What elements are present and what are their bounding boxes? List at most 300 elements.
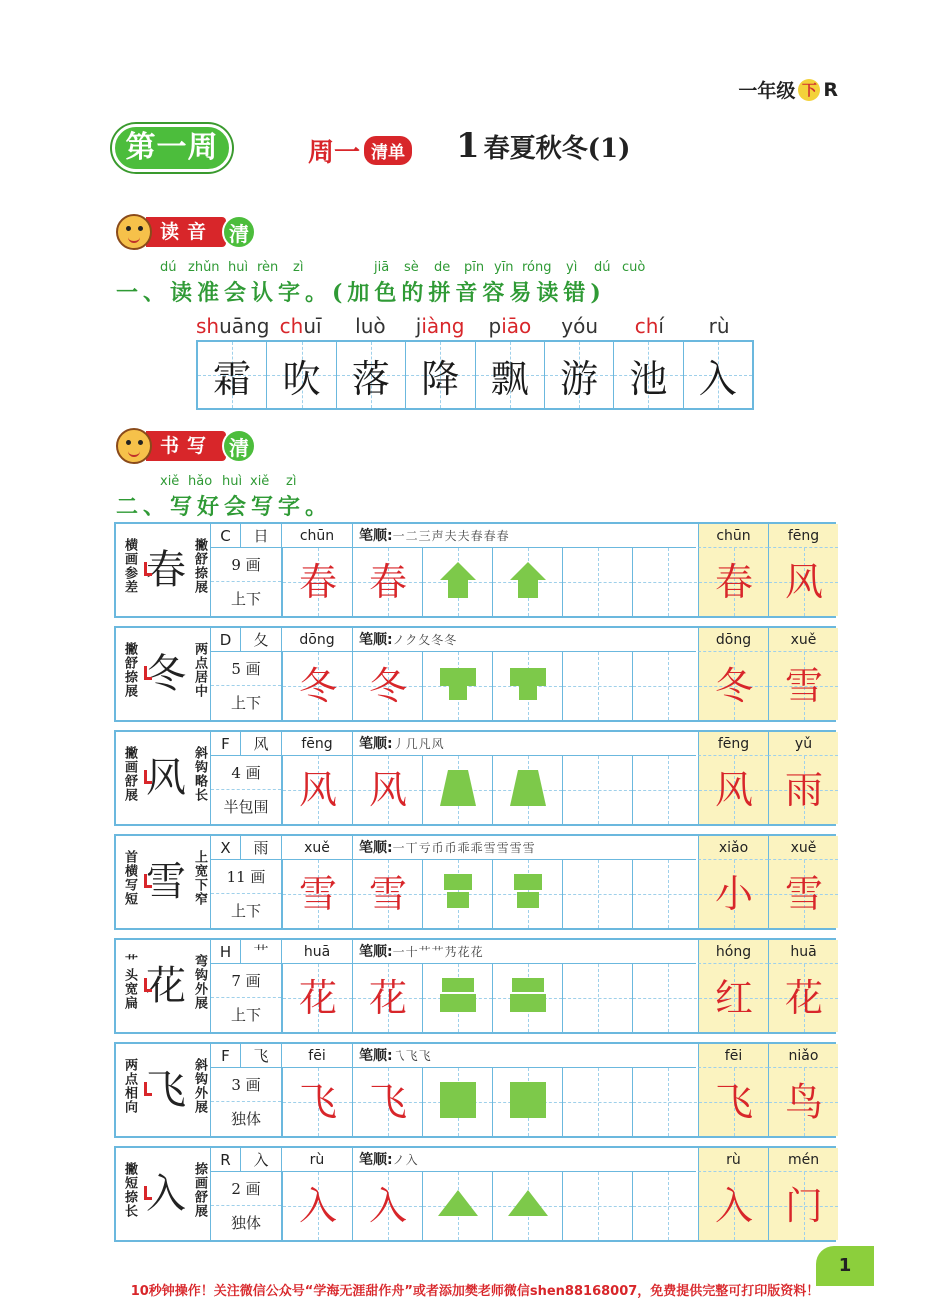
- radical: 雨: [253, 839, 269, 857]
- pinyin-syllable: rèn: [257, 260, 279, 275]
- index-letter: H: [211, 940, 241, 963]
- model-char-text: 入: [146, 1171, 186, 1217]
- writing-tip-right: 两点居中: [192, 642, 207, 698]
- structure-tee-icon: [506, 664, 550, 708]
- writing-tip-right: 弯钩外展: [192, 954, 207, 1010]
- char-info: [210, 836, 282, 928]
- word-char: 冬: [714, 664, 753, 708]
- structure: 独体: [230, 1214, 261, 1232]
- structure-cell: [422, 756, 492, 824]
- write-row-fēi: [114, 1042, 836, 1138]
- writing-tip-left: 两点相向: [122, 1058, 137, 1114]
- word-char-cell: [698, 756, 768, 824]
- model-char-text: 飞: [146, 1067, 186, 1113]
- practice-cell[interactable]: [562, 652, 632, 720]
- question-two-pinyin: [0, 474, 950, 490]
- pinyin-part: luò: [355, 314, 386, 338]
- index-letter: F: [211, 732, 241, 755]
- word-char-cell: [698, 860, 768, 928]
- trace-char: 花: [368, 976, 407, 1020]
- pinyin-part: iàng: [421, 314, 465, 338]
- pinyin-part: ch: [634, 314, 659, 338]
- trace-char: 春: [368, 560, 407, 604]
- read-pinyin: [475, 314, 545, 338]
- word-char-cell: [698, 1172, 768, 1240]
- word-pinyin: dōng: [698, 628, 768, 652]
- structure-trap-icon: [506, 768, 550, 812]
- structure: 上下: [230, 1006, 261, 1024]
- radical: 风: [253, 735, 269, 753]
- word-char-cell: [768, 548, 838, 616]
- stroke-count: 9 画: [211, 548, 281, 582]
- stroke-count: 3 画: [211, 1068, 281, 1102]
- index-info: [211, 628, 281, 652]
- index-letter: X: [211, 836, 241, 859]
- pinyin-syllable: yì: [566, 260, 578, 275]
- index-info: [211, 524, 281, 548]
- read-pinyin: [336, 314, 406, 338]
- read-char-cell: [476, 342, 545, 408]
- trace-cell: [282, 1068, 352, 1136]
- lesson-number: 1: [456, 126, 480, 166]
- structure-cell: [422, 964, 492, 1032]
- practice-cell[interactable]: [562, 548, 632, 616]
- structure-triangle-icon: [506, 1184, 550, 1228]
- pinyin-syllable: sè: [404, 260, 419, 275]
- practice-cell[interactable]: [562, 964, 632, 1032]
- pinyin-syllable: dú: [160, 260, 177, 275]
- read-char-cell: [198, 342, 267, 408]
- char-info: [210, 1148, 282, 1240]
- stroke-order-label: 笔顺:: [359, 1048, 393, 1064]
- radical: 夂: [253, 631, 269, 649]
- read-pinyin: [684, 314, 754, 338]
- question-one: 一、读准会认字。(加色的拼音容易读错): [116, 280, 606, 306]
- structure-cell: [492, 652, 562, 720]
- word-char-cell: [768, 1068, 838, 1136]
- trace-char: 飞: [368, 1080, 407, 1124]
- trace-cell: [282, 756, 352, 824]
- pinyin-part: rù: [708, 314, 730, 338]
- word-char: 小: [714, 872, 753, 916]
- structure-stack-icon: [436, 872, 480, 916]
- pinyin-syllable: zì: [293, 260, 304, 275]
- pinyin-syllable: xiě: [160, 474, 180, 489]
- trace-char: 雪: [368, 872, 407, 916]
- read-char: 入: [698, 356, 737, 401]
- word-char: 风: [714, 768, 753, 812]
- model-char-text: 冬: [146, 651, 186, 697]
- word-char-cell: [698, 1068, 768, 1136]
- stroke-count: 7 画: [211, 964, 281, 998]
- trace-char: 入: [368, 1184, 407, 1228]
- section-read-label: 读音: [146, 217, 226, 247]
- stroke-order: [352, 940, 696, 964]
- grade-prefix: 一年级: [738, 80, 796, 102]
- pinyin-syllable: zì: [286, 474, 297, 489]
- word-char: 雪: [784, 664, 823, 708]
- pinyin-part: iāo: [501, 314, 532, 338]
- trace-char: 风: [298, 768, 337, 812]
- char-pinyin: huā: [282, 940, 352, 964]
- trace-cell: [282, 1172, 352, 1240]
- read-char-grid: [196, 340, 754, 410]
- stroke-order: [352, 1148, 696, 1172]
- model-char: [140, 1064, 192, 1116]
- char-pinyin: chūn: [282, 524, 352, 548]
- stroke-order-value: 丿几凡风: [392, 737, 445, 751]
- structure-stack2-icon: [506, 976, 550, 1020]
- word-char: 雨: [784, 768, 823, 812]
- writing-tip-left: 艹头宽扁: [122, 954, 137, 1010]
- word-char-cell: [768, 964, 838, 1032]
- section-write-label: 书写: [146, 431, 226, 461]
- structure-cell: [422, 1068, 492, 1136]
- word-char-cell: [768, 860, 838, 928]
- word-pinyin: hóng: [698, 940, 768, 964]
- index-info: [211, 940, 281, 964]
- write-row-dōng: [114, 626, 836, 722]
- read-char: 吹: [282, 356, 321, 401]
- read-pinyin: [615, 314, 685, 338]
- trace-cell: [282, 964, 352, 1032]
- word-char: 鸟: [784, 1080, 823, 1124]
- stroke-accent-icon: [144, 666, 152, 680]
- pinyin-syllable: cuò: [622, 260, 646, 275]
- read-pinyin: [545, 314, 615, 338]
- word-char-cell: [698, 548, 768, 616]
- stroke-order: [352, 836, 696, 860]
- writing-tip-left: 首横写短: [122, 850, 137, 906]
- read-char-cell: [684, 342, 752, 408]
- word-pinyin: xuě: [768, 628, 838, 652]
- structure-cell: [492, 1172, 562, 1240]
- structure-stack-icon: [506, 872, 550, 916]
- model-char: [140, 1168, 192, 1220]
- trace-cell: [282, 548, 352, 616]
- stroke-count: 5 画: [211, 652, 281, 686]
- structure: 上下: [230, 590, 261, 608]
- stroke-count: 4 画: [211, 756, 281, 790]
- structure-arrow-icon: [436, 560, 480, 604]
- structure-cell: [492, 1068, 562, 1136]
- pinyin-syllable: yīn: [494, 260, 514, 275]
- radical: 入: [253, 1151, 269, 1169]
- index-info: [211, 732, 281, 756]
- stroke-order: [352, 1044, 696, 1068]
- structure-square-icon: [436, 1080, 480, 1124]
- pinyin-part: í: [658, 314, 664, 338]
- mascot-icon: [116, 214, 152, 250]
- trace-char: 冬: [368, 664, 407, 708]
- read-char: 池: [629, 356, 668, 401]
- practice-cell[interactable]: [562, 756, 632, 824]
- stroke-accent-icon: [144, 770, 152, 784]
- structure-cell: [492, 860, 562, 928]
- write-row-chūn: [114, 522, 836, 618]
- structure-arrow-icon: [506, 560, 550, 604]
- structure-cell: [422, 548, 492, 616]
- practice-cell[interactable]: [632, 860, 702, 928]
- read-char-cell: [406, 342, 475, 408]
- stroke-count: 11 画: [211, 860, 281, 894]
- day-label: 周一: [308, 138, 361, 168]
- read-char: 降: [421, 356, 460, 401]
- char-pinyin: fēng: [282, 732, 352, 756]
- stroke-order-value: ノク夂冬冬: [392, 633, 458, 647]
- section-write-leaf: 清: [222, 429, 256, 463]
- model-char: [140, 648, 192, 700]
- word-char: 春: [714, 560, 753, 604]
- stroke-accent-icon: [144, 1082, 152, 1096]
- question-one-pinyin: [0, 260, 950, 276]
- practice-cell[interactable]: [632, 756, 702, 824]
- stroke-order-value: 乁飞飞: [392, 1049, 432, 1063]
- index-letter: F: [211, 1044, 241, 1067]
- stroke-order-label: 笔顺:: [359, 944, 393, 960]
- word-char-cell: [768, 756, 838, 824]
- index-letter: C: [211, 524, 241, 547]
- structure: 半包围: [223, 798, 269, 816]
- pinyin-syllable: jiā: [374, 260, 390, 275]
- word-char: 雪: [784, 872, 823, 916]
- model-char: [140, 856, 192, 908]
- read-pinyin: [196, 314, 270, 338]
- writing-tip-left: 撇短捺长: [122, 1162, 137, 1218]
- trace-cell: [282, 860, 352, 928]
- question-two: 二、写好会写字。: [116, 494, 333, 520]
- stroke-order-label: 笔顺:: [359, 1152, 393, 1168]
- word-pinyin: fēng: [768, 524, 838, 548]
- model-char-text: 花: [146, 963, 186, 1009]
- grade-label: [738, 76, 838, 103]
- word-char-cell: [698, 652, 768, 720]
- index-info: [211, 1148, 281, 1172]
- char-info: [210, 628, 282, 720]
- writing-tip-right: 撇舒捺展: [192, 538, 207, 594]
- writing-tip-right: 捺画舒展: [192, 1162, 207, 1218]
- stroke-order-value: ノ入: [392, 1153, 419, 1167]
- grade-badge: 下: [798, 79, 820, 101]
- section-read-tag: [116, 214, 256, 250]
- stroke-order-label: 笔顺:: [359, 632, 393, 648]
- read-char-cell: [614, 342, 683, 408]
- practice-cell[interactable]: [632, 548, 702, 616]
- grade-suffix: R: [823, 78, 838, 101]
- structure-trap-icon: [436, 768, 480, 812]
- day-title: [308, 132, 412, 169]
- write-row-rù: [114, 1146, 836, 1242]
- structure-stack2-icon: [436, 976, 480, 1020]
- read-char-cell: [545, 342, 614, 408]
- practice-cell[interactable]: [562, 1068, 632, 1136]
- pinyin-part: uī: [303, 314, 322, 338]
- stroke-order: [352, 524, 696, 548]
- word-char: 花: [784, 976, 823, 1020]
- char-info: [210, 732, 282, 824]
- word-pinyin: fēi: [698, 1044, 768, 1068]
- trace-cell: [352, 756, 422, 824]
- footer-note: 10秒钟操作！关注微信公众号“学海无涯甜作舟”或者添加樊老师微信shen88168007，免费提供完整可打印版资料！: [130, 1284, 820, 1298]
- practice-cell[interactable]: [632, 1172, 702, 1240]
- read-char: 霜: [213, 356, 252, 401]
- radical: 艹: [253, 943, 269, 961]
- radical: 日: [253, 527, 269, 545]
- trace-cell: [282, 652, 352, 720]
- word-pinyin: huā: [768, 940, 838, 964]
- trace-char: 风: [368, 768, 407, 812]
- model-char-text: 雪: [146, 859, 186, 905]
- trace-cell: [352, 964, 422, 1032]
- stroke-order-value: 一十艹艹艿花花: [392, 945, 484, 959]
- structure-cell: [422, 652, 492, 720]
- char-pinyin: rù: [282, 1148, 352, 1172]
- index-info: [211, 836, 281, 860]
- model-char: [140, 544, 192, 596]
- char-pinyin: fēi: [282, 1044, 352, 1068]
- char-info: [210, 940, 282, 1032]
- model-char-text: 风: [146, 755, 186, 801]
- word-pinyin: xiǎo: [698, 836, 768, 860]
- stroke-order-label: 笔顺:: [359, 736, 393, 752]
- pinyin-part: p: [488, 314, 502, 338]
- read-char-cell: [337, 342, 406, 408]
- pinyin-part: yóu: [561, 314, 598, 338]
- stroke-order-value: 一丅亏币币乖乖雪雪雪雪: [392, 841, 536, 855]
- pinyin-syllable: de: [434, 260, 451, 275]
- index-letter: D: [211, 628, 241, 651]
- radical: 飞: [253, 1047, 269, 1065]
- writing-tip-left: 撇画舒展: [122, 746, 137, 802]
- word-char: 入: [714, 1184, 753, 1228]
- model-char: [140, 752, 192, 804]
- stroke-order: [352, 732, 696, 756]
- pinyin-syllable: dú: [594, 260, 611, 275]
- word-pinyin: mén: [768, 1148, 838, 1172]
- structure-cell: [492, 756, 562, 824]
- structure: 上下: [230, 694, 261, 712]
- stroke-order-value: 一二三声夫夫春春春: [392, 529, 510, 543]
- stroke-order: [352, 628, 696, 652]
- word-pinyin: rù: [698, 1148, 768, 1172]
- lesson-name: 春夏秋冬(1): [483, 134, 631, 164]
- trace-char: 雪: [298, 872, 337, 916]
- section-read-leaf: 清: [222, 215, 256, 249]
- lesson-title: [456, 126, 630, 166]
- writing-tip-left: 横画参差: [122, 538, 137, 594]
- structure-tee-icon: [436, 664, 480, 708]
- page-number: 1: [816, 1246, 874, 1286]
- word-char-cell: [768, 652, 838, 720]
- word-char: 门: [784, 1184, 823, 1228]
- trace-cell: [352, 1172, 422, 1240]
- read-char: 飘: [490, 356, 529, 401]
- structure: 独体: [230, 1110, 261, 1128]
- pinyin-part: sh: [196, 314, 220, 338]
- writing-tip-left: 撇舒捺展: [122, 642, 137, 698]
- trace-cell: [352, 548, 422, 616]
- char-pinyin: dōng: [282, 628, 352, 652]
- read-pinyin: [266, 314, 336, 338]
- word-pinyin: fēng: [698, 732, 768, 756]
- stroke-accent-icon: [144, 978, 152, 992]
- word-pinyin: yǔ: [768, 732, 838, 756]
- word-char: 风: [784, 560, 823, 604]
- model-char: [140, 960, 192, 1012]
- trace-char: 飞: [298, 1080, 337, 1124]
- stroke-count: 2 画: [211, 1172, 281, 1206]
- structure: 上下: [230, 902, 261, 920]
- structure-cell: [492, 548, 562, 616]
- list-pill: 清单: [364, 136, 412, 165]
- stroke-accent-icon: [144, 1186, 152, 1200]
- trace-char: 花: [298, 976, 337, 1020]
- trace-cell: [352, 860, 422, 928]
- mascot-icon: [116, 428, 152, 464]
- read-char-cell: [267, 342, 336, 408]
- pinyin-part: j: [415, 314, 422, 338]
- write-row-xuě: [114, 834, 836, 930]
- read-pinyin: [405, 314, 475, 338]
- trace-cell: [352, 1068, 422, 1136]
- char-info: [210, 524, 282, 616]
- trace-cell: [352, 652, 422, 720]
- pinyin-syllable: róng: [522, 260, 552, 275]
- writing-tip-right: 斜钩略长: [192, 746, 207, 802]
- pinyin-syllable: huì: [222, 474, 243, 489]
- word-char-cell: [698, 964, 768, 1032]
- word-pinyin: xuě: [768, 836, 838, 860]
- read-char: 落: [351, 356, 390, 401]
- word-pinyin: niǎo: [768, 1044, 838, 1068]
- word-pinyin: chūn: [698, 524, 768, 548]
- practice-cell[interactable]: [562, 860, 632, 928]
- practice-cell[interactable]: [562, 1172, 632, 1240]
- trace-char: 春: [298, 560, 337, 604]
- pinyin-part: ch: [279, 314, 304, 338]
- stroke-accent-icon: [144, 874, 152, 888]
- stroke-accent-icon: [144, 562, 152, 576]
- write-row-huā: [114, 938, 836, 1034]
- structure-cell: [422, 1172, 492, 1240]
- structure-square-icon: [506, 1080, 550, 1124]
- writing-tip-right: 斜钩外展: [192, 1058, 207, 1114]
- word-char: 红: [714, 976, 753, 1020]
- trace-char: 入: [298, 1184, 337, 1228]
- word-char-cell: [768, 1172, 838, 1240]
- stroke-order-label: 笔顺:: [359, 528, 393, 544]
- section-write-tag: [116, 428, 256, 464]
- index-letter: R: [211, 1148, 241, 1171]
- writing-tip-right: 上宽下窄: [192, 850, 207, 906]
- pinyin-syllable: pīn: [464, 260, 485, 275]
- pinyin-syllable: hǎo: [188, 474, 213, 489]
- practice-cell[interactable]: [632, 964, 702, 1032]
- week-badge: 第一周: [112, 124, 232, 172]
- structure-cell: [492, 964, 562, 1032]
- pinyin-syllable: zhǔn: [188, 260, 220, 275]
- pinyin-part: uāng: [219, 314, 270, 338]
- read-char: 游: [560, 356, 599, 401]
- pinyin-syllable: xiě: [250, 474, 270, 489]
- word-char: 飞: [714, 1080, 753, 1124]
- pinyin-syllable: huì: [228, 260, 249, 275]
- practice-cell[interactable]: [632, 652, 702, 720]
- index-info: [211, 1044, 281, 1068]
- practice-cell[interactable]: [632, 1068, 702, 1136]
- trace-char: 冬: [298, 664, 337, 708]
- write-row-fēng: [114, 730, 836, 826]
